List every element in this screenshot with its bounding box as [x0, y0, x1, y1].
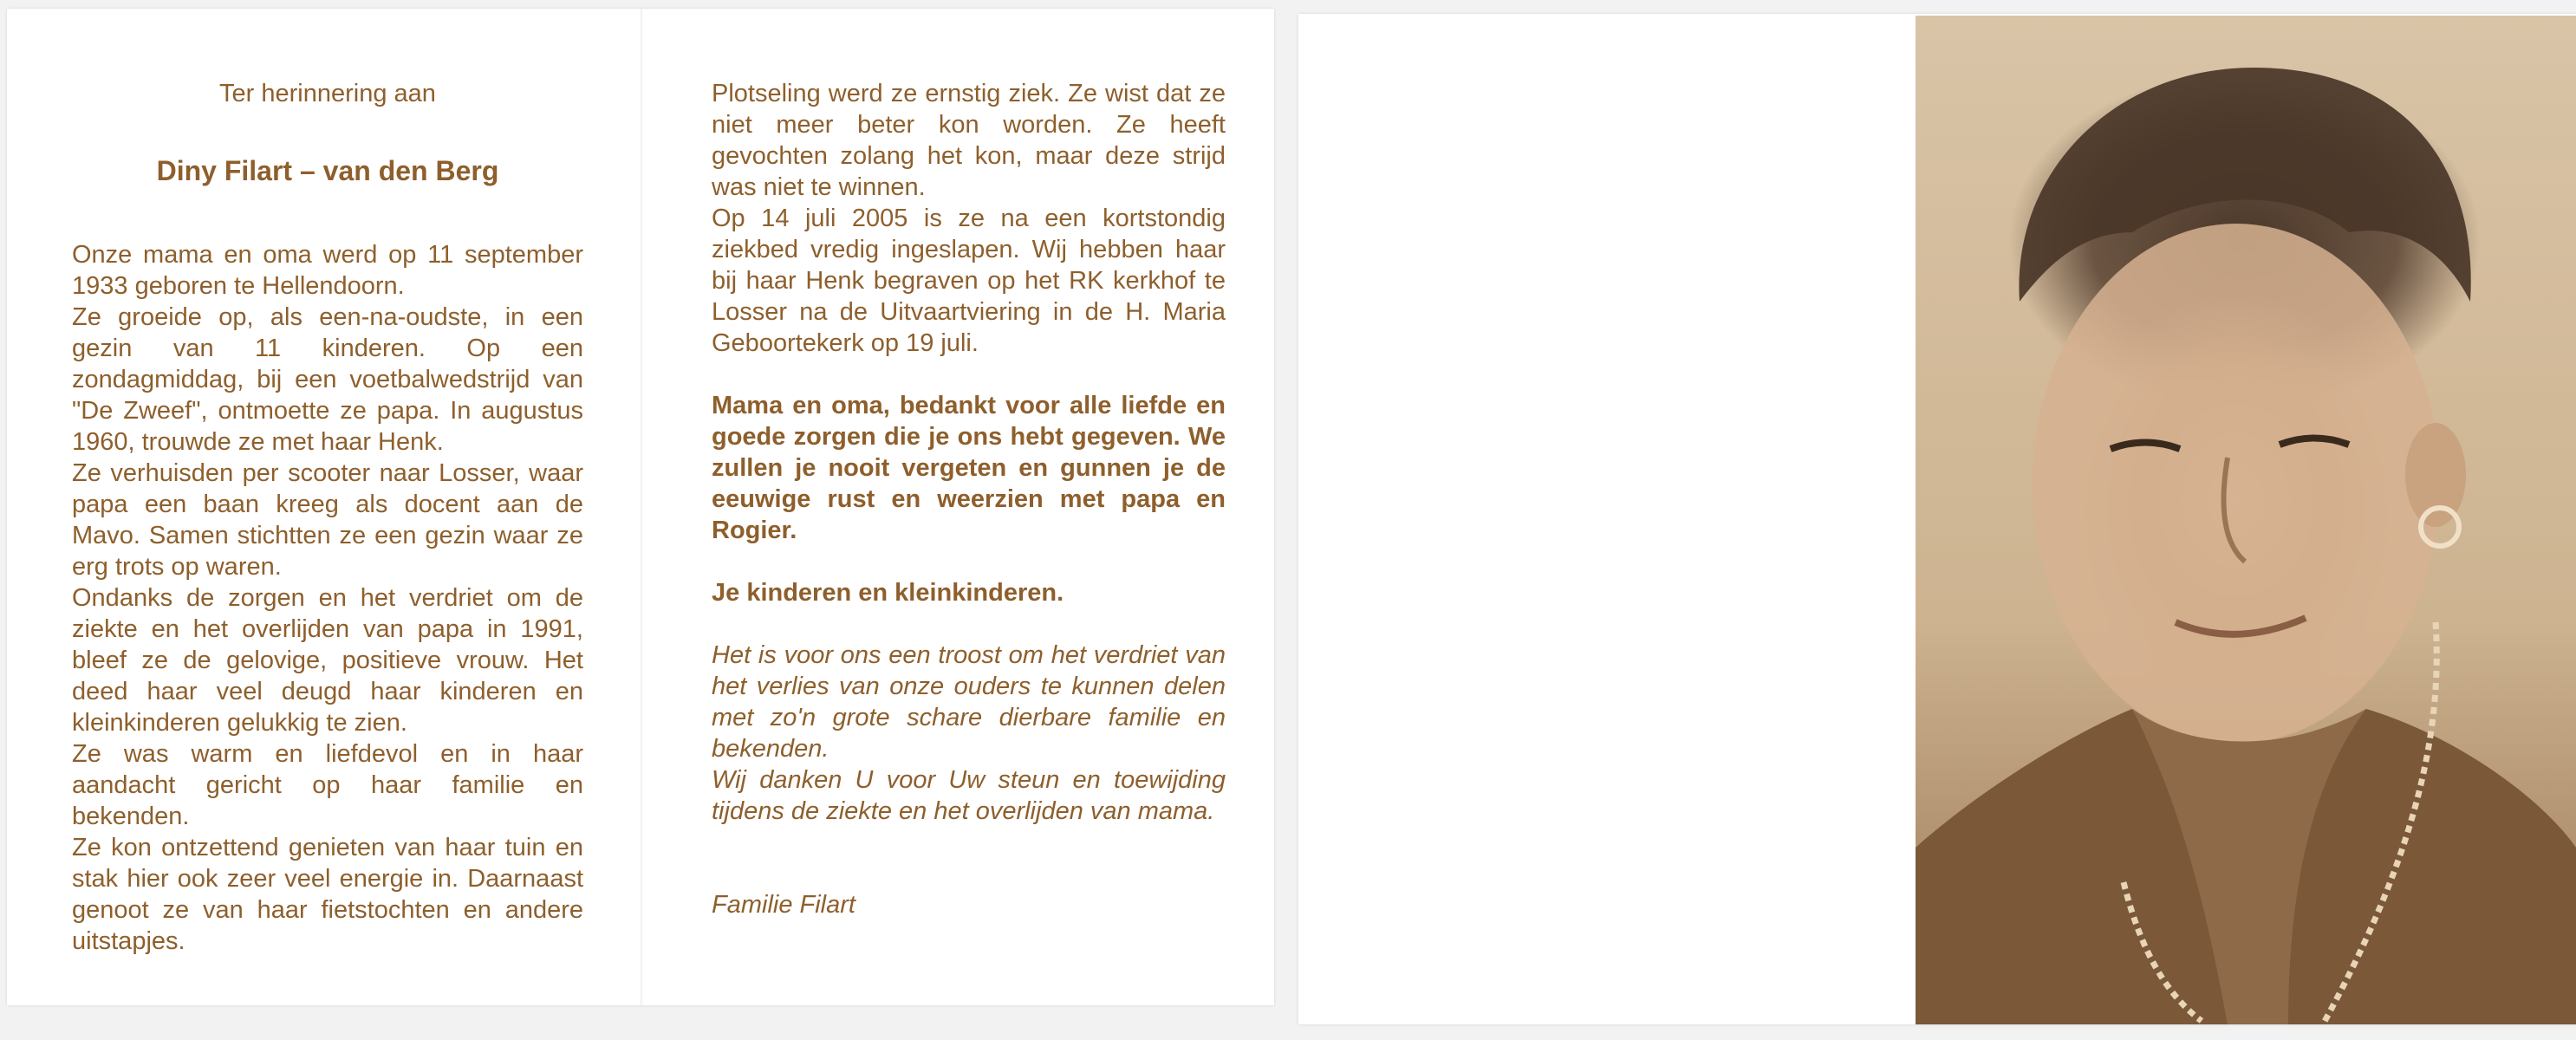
deceased-name: Diny Filart – van den Berg	[156, 155, 499, 186]
gratitude-paragraph: Wij danken U voor Uw steun en toewijding tijdens de ziekte en het overlijden van mama.	[712, 766, 1226, 825]
bio-paragraph: Onze mama en oma werd op 11 september 1933 geboren te Hellendoorn.	[72, 241, 583, 300]
portrait-photo	[1916, 16, 2576, 1024]
bio-paragraph: Ze was warm en liefdevol en in haar aandacht gericht op haar familie en bekenden.	[72, 740, 583, 830]
bio-paragraph: Ze kon ontzettend genieten van haar tuin en stak hier ook zeer veel energie in. Daarnaast genoot ze van haar fietstochten en andere uitstapjes.	[72, 834, 583, 955]
memorial-card-front	[1298, 14, 2576, 1024]
bio-paragraph: Ze verhuisden per scooter naar Losser, waar papa een baan kreeg als docent aan de Mavo. Samen stichtten ze een gezin waar ze erg trots op waren.	[72, 459, 583, 581]
illness-paragraph: Plotseling werd ze ernstig ziek. Ze wist dat ze niet meer beter kon worden. Ze heeft gevochten zolang het kon, maar deze strijd was niet te winnen.	[712, 80, 1226, 201]
right-column	[712, 78, 1226, 920]
remembrance-heading: Ter herinnering aan	[219, 80, 436, 107]
left-column	[72, 78, 583, 957]
thanks-paragraph: Mama en oma, bedankt voor alle liefde en goede zorgen die je ons hebt gegeven. We zullen je nooit vergeten en gunnen je de eeuwige rust en weerzien met papa en Rogier.	[712, 392, 1226, 544]
bio-paragraph: Ze groeide op, als een-na-oudste, in een gezin van 11 kinderen. Op een zondagmiddag, bij een voetbalwedstrijd van "De Zweef", ontmoette ze papa. In augustus 1960, trouwde ze met haar Henk.	[72, 303, 583, 456]
comfort-paragraph: Het is voor ons een troost om het verdriet van het verlies van onze ouders te kunnen delen met zo'n grote schare dierbare familie en bekenden.	[712, 641, 1226, 763]
passing-paragraph: Op 14 juli 2005 is ze na een kortstondig ziekbed vredig ingeslapen. Wij hebben haar bij haar Henk begraven op het RK kerkhof te Losser na de Uitvaartviering in de H. Maria Geboortekerk op 19 juli.	[712, 205, 1226, 357]
bio-paragraph: Ondanks de zorgen en het verdriet om de ziekte en het overlijden van papa in 1991, bleef ze de gelovige, positieve vrouw. Het deed haar veel deugd haar kinderen en kleinkinderen gelukkig te zien.	[72, 584, 583, 737]
portrait-illustration	[1916, 16, 2576, 1024]
family-signature: Familie Filart	[712, 891, 855, 919]
biography	[72, 239, 583, 957]
signoff-paragraph: Je kinderen en kleinkinderen.	[712, 579, 1064, 607]
memorial-card-inside	[7, 9, 1274, 1005]
card-fold	[641, 9, 642, 1005]
